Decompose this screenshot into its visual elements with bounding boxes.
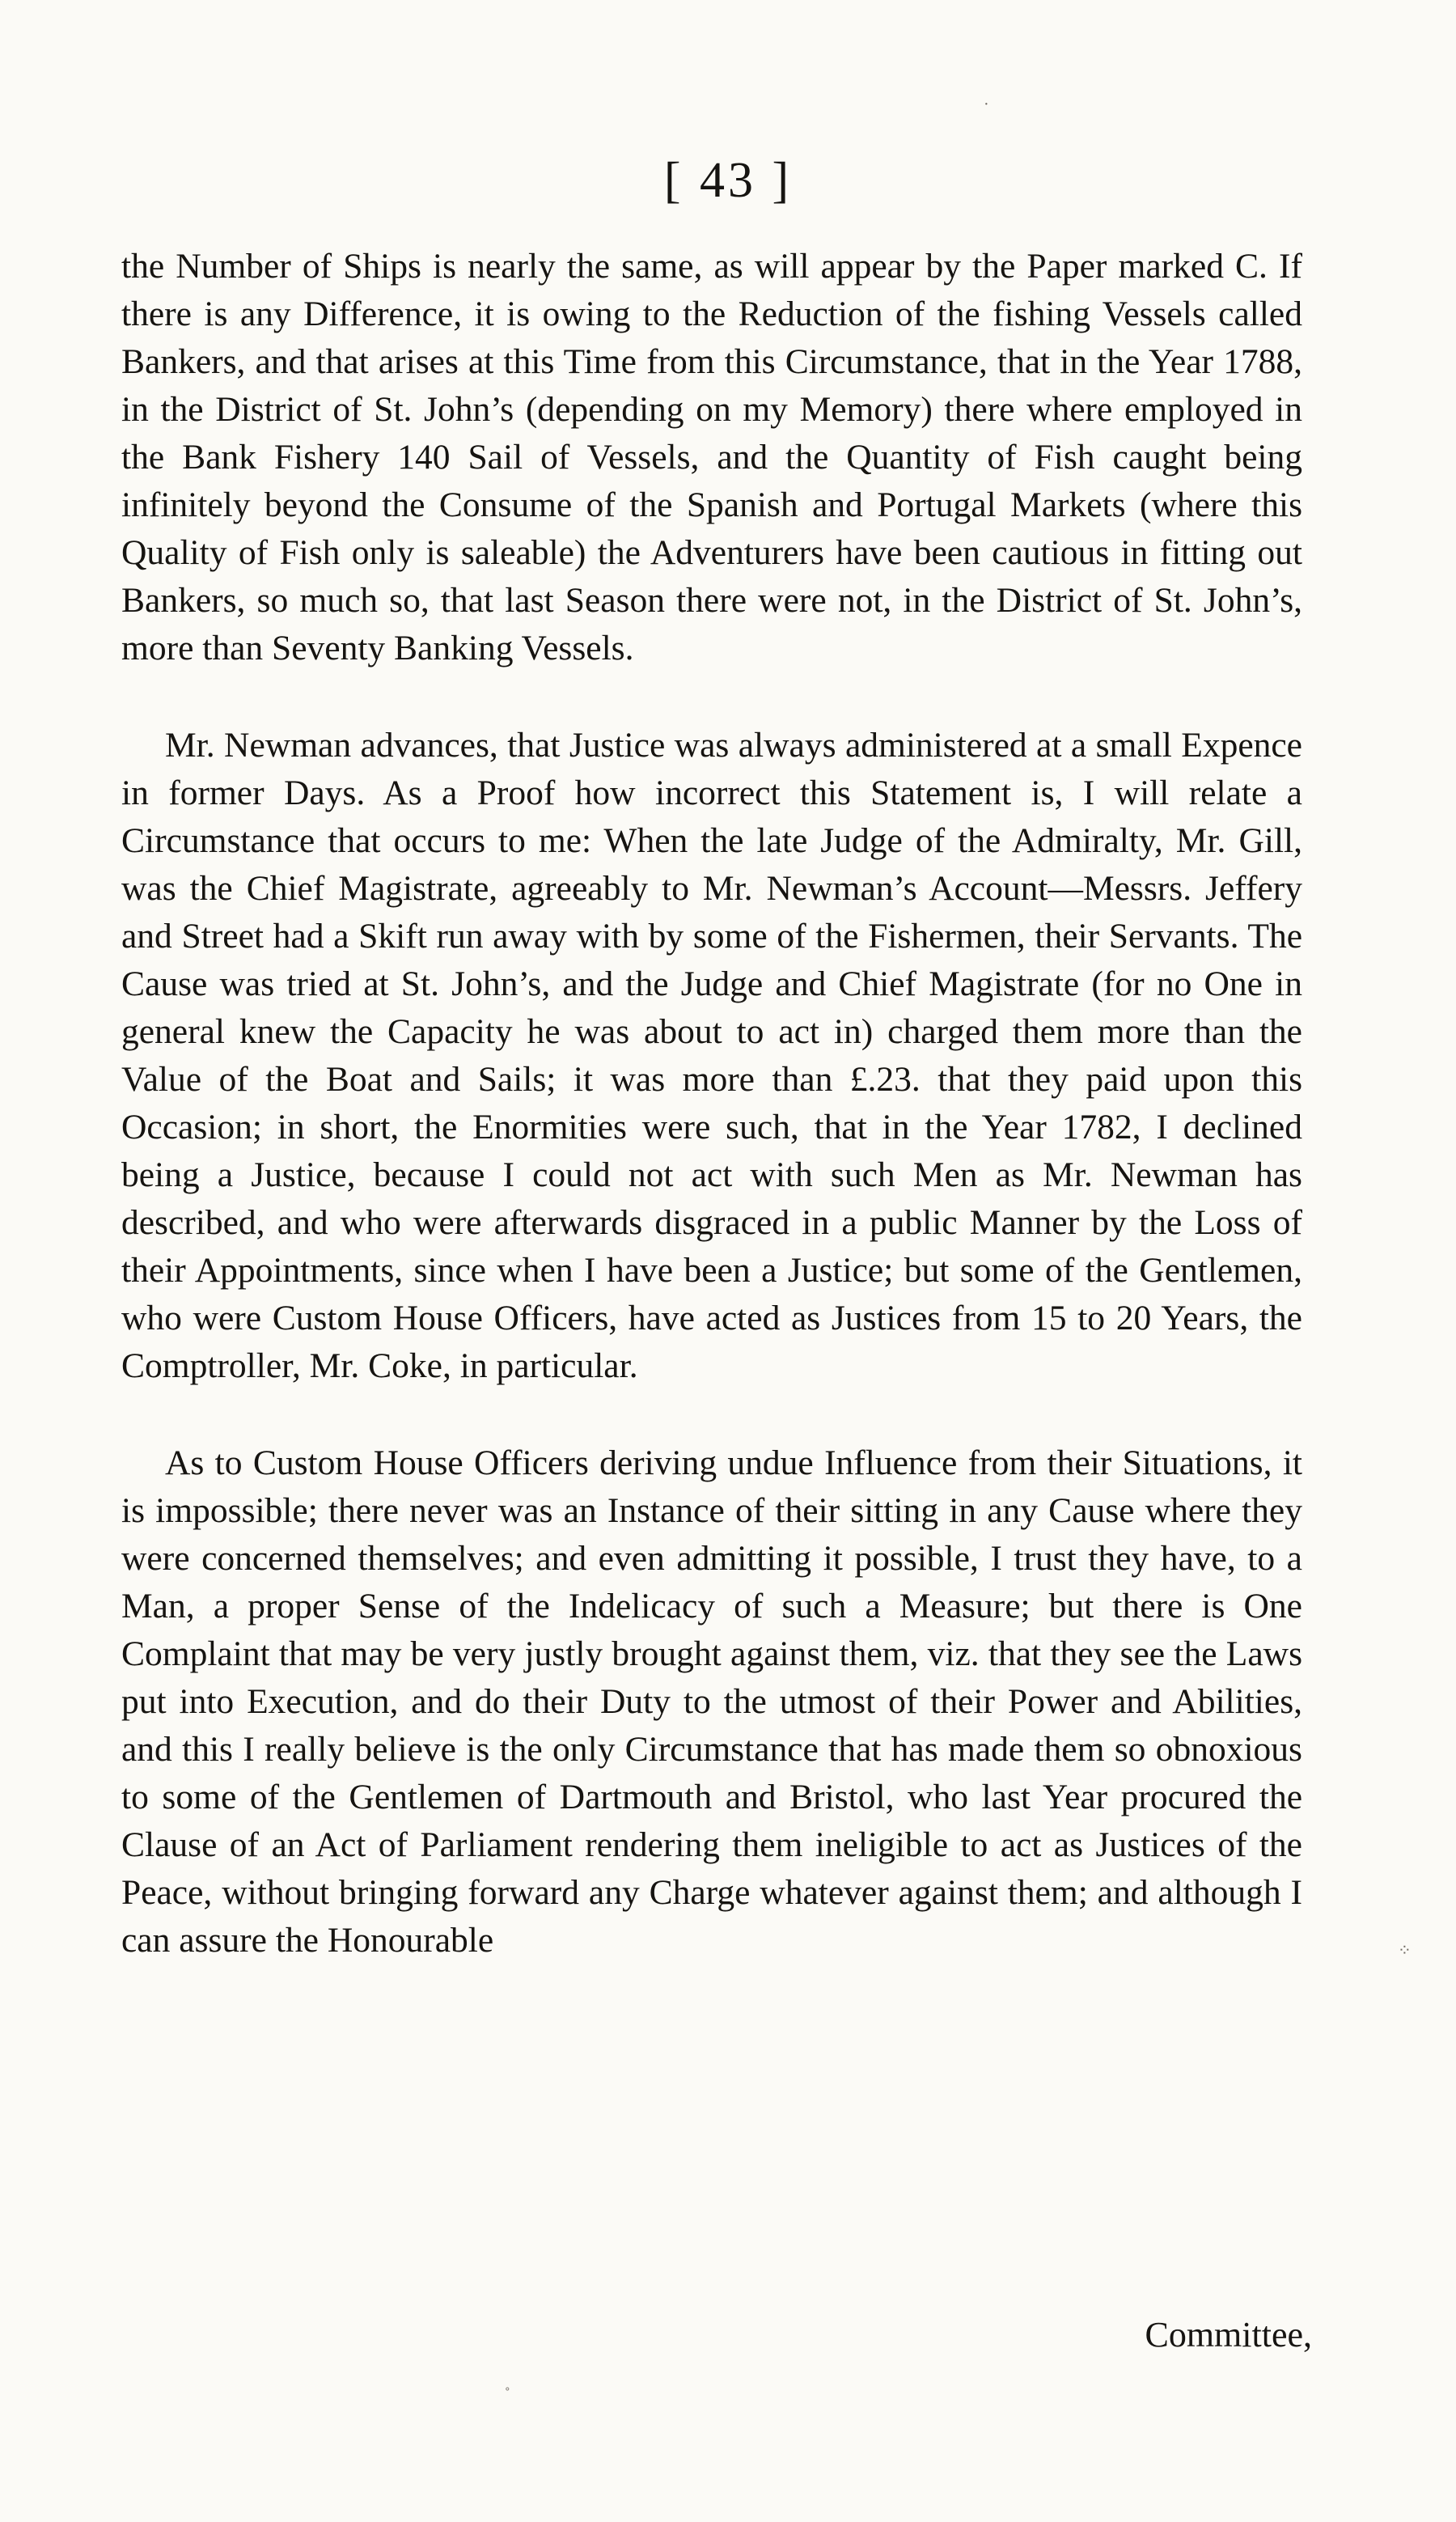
paper-speck-mark: ˚ xyxy=(505,2385,510,2403)
paragraph-justice-expence: Mr. Newman advances, that Justice was always administered at a small Expence in former Days. As a Proof how incorrect this Statement is, I will relate a Circumstance that occurs to me: When the late Judge of the Admiralty, Mr. Gill, was the Chief Magistrate, agreeably to Mr. Newman’s Account—Messrs. Jeffery and Street had a Skift run away with by some of the Fishermen, their Servants. The Cause was tried at St. John’s, and the Judge and Chief Magistrate (for no One in general knew the Capacity he was about to act in) charged them more than the Value of the Boat and Sails; it was more than £.23. that they paid upon this Occasion; in short, the Enormities were such, that in the Year 1782, I declined being a Justice, because I could not act with such Men as Mr. Newman has described, and who were afterwards disgraced in a public Manner by the Loss of their Appointments, since when I have been a Justice; but some of the Gentlemen, who were Custom House Officers, have acted as Justices from 15 to 20 Years, the Comptroller, Mr. Coke, in particular. xyxy=(121,726,1302,1385)
paper-speck-mark: ⁘ xyxy=(1398,1942,1412,1960)
page-number: [ 43 ] xyxy=(663,153,793,208)
paragraph-custom-house-officers: As to Custom House Officers deriving undue Influence from their Situations, it is impossible; there never was an Instance of their sitting in any Cause where they were concerned themselves; and even admitting it possible, I trust they have, to a Man, a proper Sense of the Indelicacy of such a Measure; but there is One Complaint that may be very justly brought against them, viz. that they see the Laws put into Execution, and do their Duty to the utmost of their Power and Abilities, and this I really believe is the only Circumstance that has made them so obnoxious to some of the Gentlemen of Dartmouth and Bristol, who last Year procured the Clause of an Act of Parliament rendering them ineligible to act as Justices of the Peace, without bringing forward any Charge whatever against them; and although I can assure the Honourable xyxy=(121,1443,1302,1960)
catchword: Committee, xyxy=(1145,2315,1312,2355)
paper-speck-mark: · xyxy=(984,95,989,113)
paragraph-bankers: the Number of Ships is nearly the same, as will appear by the Paper marked C. If there is any Difference, it is owing to the Reduction of the fishing Vessels called Bankers, and that arises at this Time from this Circumstance, that in the Year 1788, in the District of St. John’s (depending on my Memory) there where employed in the Bank Fishery 140 Sail of Vessels, and the Quantity of Fish caught being infinitely beyond the Consume of the Spanish and Portugal Markets (where this Quality of Fish only is saleable) the Adventurers have been cautious in fitting out Bankers, so much so, that last Season there were not, in the District of St. John’s, more than Seventy Banking Vessels. xyxy=(121,247,1302,668)
body-text xyxy=(121,243,1302,2014)
